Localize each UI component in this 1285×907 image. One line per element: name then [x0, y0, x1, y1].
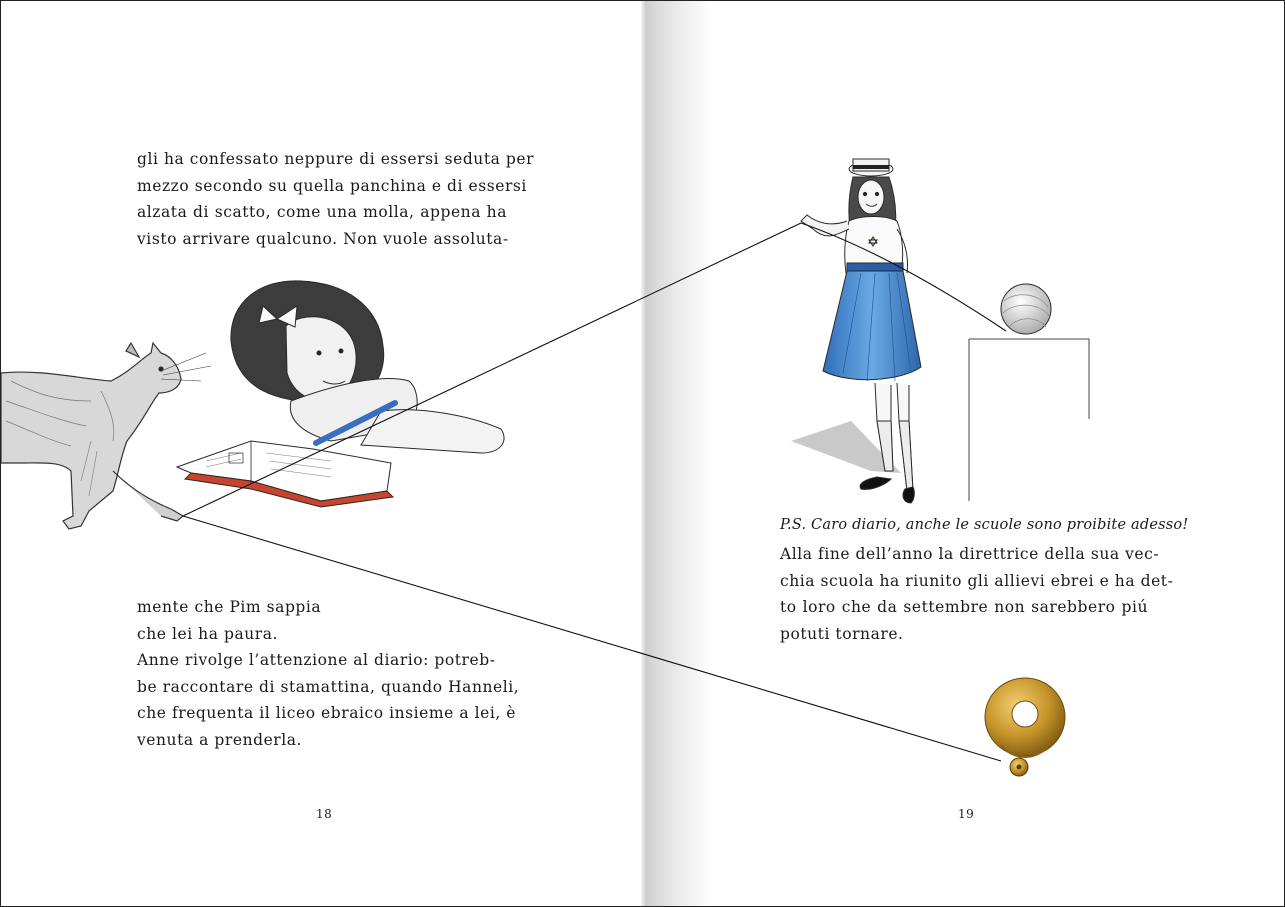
text-line: alzata di scatto, come una molla, appena ha: [137, 203, 507, 221]
text-line: gli ha confessato neppure di essersi seduta per: [137, 150, 535, 168]
text-line: Alla fine dell’anno la direttrice della sua vec-: [780, 545, 1160, 563]
page-number-right: 19: [958, 807, 975, 821]
text-line: mezzo secondo su quella panchina e di essersi: [137, 176, 527, 195]
text-line: mente che Pim sappia: [137, 598, 322, 616]
text-line: potuti tornare.: [780, 624, 904, 643]
left-bottom-paragraph: [137, 594, 520, 753]
illustrations: [1, 1, 1284, 906]
text-line: che lei ha paura.: [137, 624, 279, 643]
text-line: che frequenta il liceo ebraico insieme a lei, è: [137, 704, 517, 722]
girl-writing-illustration: [177, 281, 504, 507]
text-line: be raccontare di stamattina, quando Hanneli,: [137, 677, 520, 696]
cat-illustration: [1, 343, 211, 529]
text-line: venuta a prenderla.: [137, 730, 303, 749]
text-line: Anne rivolge l’attenzione al diario: potreb-: [137, 651, 496, 669]
right-paragraph: [780, 541, 1174, 647]
page-number-left: 18: [316, 807, 333, 821]
text-line: visto arrivare qualcuno. Non vuole assoluta-: [137, 229, 509, 248]
golden-spool-illustration: [985, 678, 1065, 776]
left-top-paragraph: [137, 146, 535, 252]
girl-blue-dress-illustration: [791, 159, 1089, 503]
text-line: to loro che da settembre non sarebbero piú: [780, 598, 1148, 616]
ps-line: P.S. Caro diario, anche le scuole sono proibite adesso!: [780, 517, 1189, 533]
text-line: chia scuola ha riunito gli allievi ebrei e ha det-: [780, 571, 1174, 590]
